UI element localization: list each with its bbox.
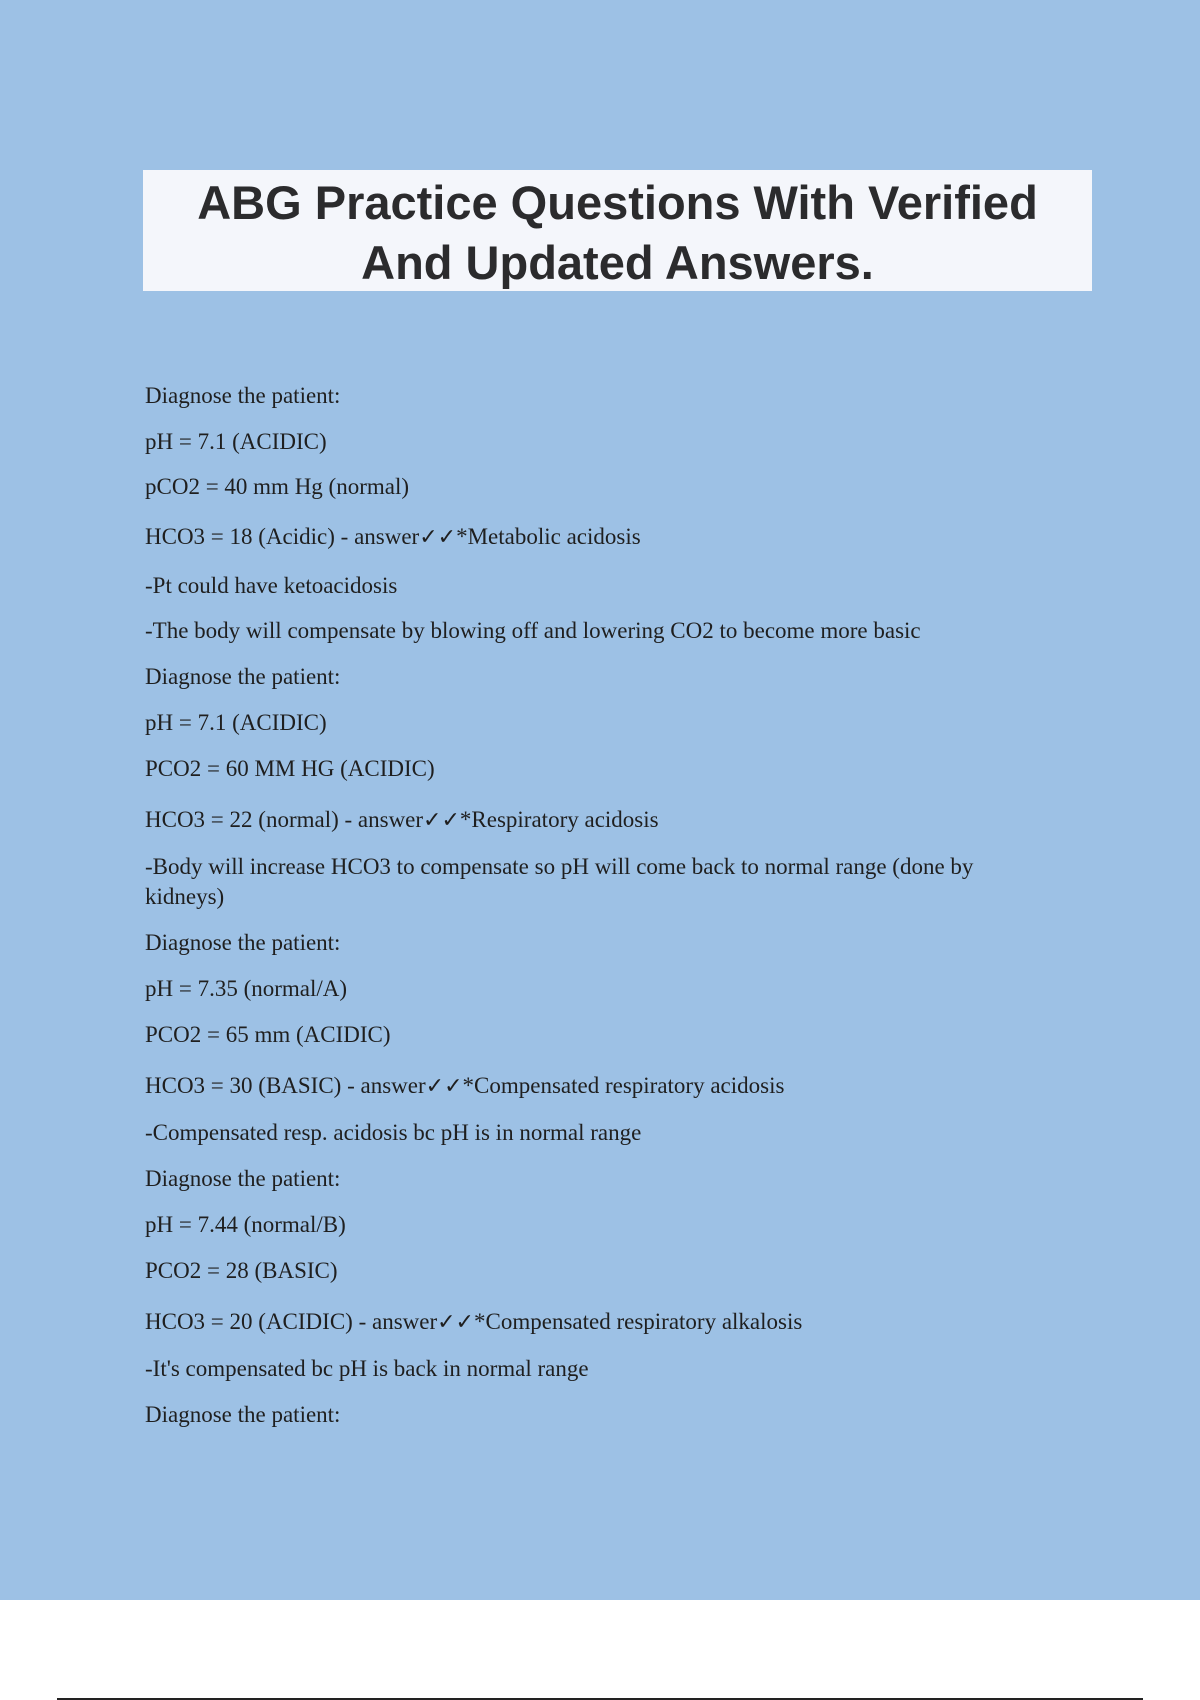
double-check-icon: ✓✓	[423, 808, 460, 833]
question-4-note-1: -It's compensated bc pH is back in normal range	[145, 1356, 589, 1381]
document-title-line-2: And Updated Answers.	[361, 236, 874, 289]
question-2-hco3-answer	[145, 805, 659, 836]
question-1-answer: *Metabolic acidosis	[456, 524, 641, 549]
question-3-answer: *Compensated respiratory acidosis	[462, 1073, 785, 1098]
document-title-line-1: ABG Practice Questions With Verified	[197, 176, 1038, 229]
question-2-pco2: PCO2 = 60 MM HG (ACIDIC)	[145, 756, 435, 781]
question-3-hco3: HCO3 = 30 (BASIC) - answer	[145, 1073, 426, 1098]
question-4-prompt: Diagnose the patient:	[145, 1166, 341, 1191]
question-3-prompt: Diagnose the patient:	[145, 930, 341, 955]
question-2-ph: pH = 7.1 (ACIDIC)	[145, 710, 327, 735]
question-1-hco3-answer	[145, 522, 641, 553]
question-2-answer: *Respiratory acidosis	[459, 807, 659, 832]
question-1-hco3: HCO3 = 18 (Acidic) - answer	[145, 524, 420, 549]
question-1-ph: pH = 7.1 (ACIDIC)	[145, 429, 327, 454]
question-3-ph: pH = 7.35 (normal/A)	[145, 976, 348, 1001]
title-banner	[143, 170, 1092, 291]
question-1-note-1: -Pt could have ketoacidosis	[145, 573, 398, 598]
question-4-ph: pH = 7.44 (normal/B)	[145, 1212, 346, 1237]
question-4-pco2: PCO2 = 28 (BASIC)	[145, 1258, 338, 1283]
question-2-hco3: HCO3 = 22 (normal) - answer	[145, 807, 424, 832]
question-3-hco3-answer	[145, 1071, 784, 1102]
question-2-prompt: Diagnose the patient:	[145, 664, 341, 689]
question-1-prompt: Diagnose the patient:	[145, 383, 341, 408]
question-3-note-1: -Compensated resp. acidosis bc pH is in normal range	[145, 1120, 642, 1145]
question-2-note-1: -Body will increase HCO3 to compensate so pH will come back to normal range (done by kidneys)	[145, 854, 974, 909]
question-1-pco2: pCO2 = 40 mm Hg (normal)	[145, 474, 410, 499]
question-5-prompt: Diagnose the patient:	[145, 1402, 341, 1427]
question-4-hco3: HCO3 = 20 (ACIDIC) - answer	[145, 1309, 438, 1334]
question-3-pco2: PCO2 = 65 mm (ACIDIC)	[145, 1022, 391, 1047]
double-check-icon: ✓✓	[437, 1310, 474, 1335]
question-1-note-2: -The body will compensate by blowing off and lowering CO2 to become more basic	[145, 618, 921, 643]
double-check-icon: ✓✓	[419, 525, 457, 550]
double-check-icon: ✓✓	[425, 1074, 463, 1099]
question-4-hco3-answer	[145, 1307, 802, 1338]
question-4-answer: *Compensated respiratory alkalosis	[474, 1309, 803, 1334]
